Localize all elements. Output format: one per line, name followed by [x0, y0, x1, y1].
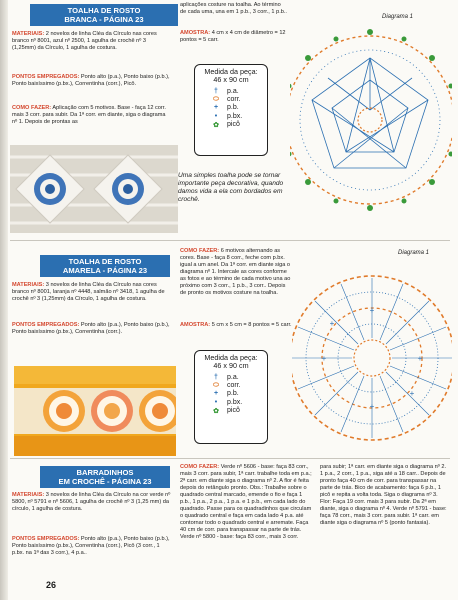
section1-legend — [194, 64, 268, 156]
section3-points — [12, 536, 172, 557]
section3-points-text: Ponto alto (p.a.), Ponto baixo (p.b.), Ponto baixíssimo (p.bx.), Correntinha (corr.), Picô (3 corr., 1 p.bx. na 1ª das 3 corr.), 4 p.a.. — [12, 536, 170, 556]
section3-points-label: PONTOS EMPREGADOS: — [12, 536, 80, 542]
section2-legend — [194, 350, 268, 444]
section-divider — [10, 240, 450, 241]
legend-row-pico — [209, 121, 263, 129]
corr-symbol-icon: ⬭ — [213, 381, 219, 389]
section-divider-2 — [10, 458, 450, 459]
section2-points-text: Ponto alto (p.a.), Ponto baixo (p.b.), Ponto baixíssimo (p.bx.), Correntinha (corr.). — [12, 322, 170, 335]
legend-label-pico: picô — [227, 407, 240, 415]
legend-title: Medida da peça: — [204, 353, 258, 362]
pb-symbol-icon: + — [213, 390, 219, 398]
pico-symbol-icon: ✿ — [213, 121, 219, 129]
section3-materials-text: 3 novelos de linha Cléa da Círculo na cor verde nº 5800, nº 5791 e nº 5606, 1 agulha de crochê nº 3 (1,25 mm) da círculo, 1 agulha de costura. — [12, 492, 171, 512]
white-towel-photo-image — [10, 145, 178, 233]
legend-row-corr — [209, 381, 263, 389]
section2-title — [40, 255, 170, 277]
legend-label-corr: corr. — [227, 96, 241, 104]
section2-points-label: PONTOS EMPREGADOS: — [12, 322, 80, 328]
legend-row-pb — [209, 104, 263, 112]
section2-materials-label: MATERIAIS: — [12, 282, 45, 288]
section2-sample — [180, 322, 292, 329]
legend-row-pa — [209, 87, 263, 95]
yellow-towel-photo-image — [14, 366, 176, 456]
section1-howto — [12, 105, 170, 126]
section2-sample-label: AMOSTRA: — [180, 322, 211, 328]
legend-row-pico — [209, 407, 263, 415]
legend-label-pb: p.b. — [227, 104, 239, 112]
svg-text:+: + — [321, 354, 327, 363]
svg-text:+: + — [409, 389, 415, 398]
pbx-symbol-icon: • — [214, 112, 218, 120]
section3-title — [40, 466, 170, 488]
section1-sample-text: 4 cm x 4 cm de diâmetro = 12 pontos = 5 carr. — [180, 30, 286, 43]
section3-howto-col2 — [180, 464, 312, 541]
legend-label-pbx: p.bx. — [227, 112, 243, 120]
legend-row-pbx — [209, 112, 263, 120]
section1-materials-text: 2 novelos de linha Cléa da Círculo nas cores branco nº 8001, azul nº 2500, 1 agulha de crochê nº 3 (1,25mm) da Círculo, 1 agulha de costura. — [12, 31, 157, 51]
section3-howto-label: COMO FAZER: — [180, 464, 220, 470]
section1-title-line1: TOALHA DE ROSTO — [67, 6, 141, 15]
legend-label-pa: p.a. — [227, 373, 239, 381]
page-binding — [0, 0, 8, 600]
section1-crochet-diagram — [290, 20, 452, 220]
section2-photo — [14, 366, 176, 456]
pico-symbol-icon: ✿ — [213, 407, 219, 415]
section2-howto-label: COMO FAZER: — [180, 248, 220, 254]
svg-text:+: + — [369, 306, 375, 315]
section2-diagram-label: Diagrama 1 — [398, 250, 430, 256]
section1-title-line2: BRANCA - PÁGINA 23 — [64, 15, 144, 24]
section2-sample-text: 5 cm x 5 cm = 8 pontos = 5 carr. — [211, 322, 292, 328]
svg-text:+: + — [329, 319, 335, 328]
section1-diagram-label: Diagrama 1 — [382, 14, 414, 20]
section1-materials-label: MATERIAIS: — [12, 31, 45, 37]
section3-howto-col3 — [320, 464, 448, 527]
section1-photo — [10, 145, 178, 233]
section1-cont-text: aplicações costure na toalha. Ao término de cada uma, una em 1 p.b., 3 corr., 1 p.b.. — [180, 2, 287, 15]
section2-materials — [12, 282, 172, 303]
legend-label-pa: p.a. — [227, 87, 239, 95]
section3-col3-text: para subir; 1ª carr. em diante siga o diagrama nº 2. 1 p.a., 2 corr., 1 p.a., siga até a 18 carr.. Depois de pronto faça 40 cm de corr. para transpassar na parte de trás. Bico de acabamento: faça 6 p.b., 1 picô e repita a volta toda. Siga o diagrama nº 3. Flor: Faça 19 corr. mais 3 para subir. Da 2ª em diante, siga o diagrama nº 4. Verde nº 5791 - base: faça 78 corr., mais 3 corr. para subir. 1ª carr. em diante siga o diagrama nº 5 (ponto fantasia). — [320, 464, 447, 526]
legend-label-pb: p.b. — [227, 390, 239, 398]
section1-caption: Uma simples toalha pode se tornar importante peça decorativa, quando damos vida a ela com bordados em crochê. — [178, 172, 284, 203]
section1-continued — [180, 2, 288, 16]
legend-row-corr — [209, 95, 263, 103]
legend-size: 46 x 90 cm — [213, 361, 249, 370]
legend-size: 46 x 90 cm — [213, 75, 249, 84]
section3-materials — [12, 492, 172, 513]
pa-symbol-icon: † — [214, 373, 218, 381]
legend-row-pa — [209, 373, 263, 381]
section2-title-line2: AMARELA - PÁGINA 23 — [62, 266, 148, 275]
section1-sample — [180, 30, 288, 44]
pa-symbol-icon: † — [214, 87, 218, 95]
section1-howto-text: Aplicação com 5 motivos. Base - faça 12 corr. mais 3 corr. para subir. Da 1ª corr. em diante, siga o diagrama nº 1. Depois de prontas as — [12, 105, 166, 125]
legend-row-pbx — [209, 398, 263, 406]
section2-points — [12, 322, 172, 336]
legend-title: Medida da peça: — [204, 67, 258, 76]
section1-points — [12, 74, 170, 88]
legend-row-pb — [209, 390, 263, 398]
section3-title-line1: BARRADINHOS — [76, 468, 134, 477]
section3-materials-label: MATERIAIS: — [12, 492, 45, 498]
section1-points-text: Ponto alto (p.a.), Ponto baixo (p.b.), Ponto baixíssimo (p.bx.), Correntinha (corr.), Picô. — [12, 74, 170, 87]
section2-materials-text: 3 novelos de linha Cléa da Círculo nas cores branco nº 8001, laranja nº 4448, salmão nº 3418, 1 agulha de crochê nº 3 (1,25mm) da Círculo, 1 agulha de costura. — [12, 282, 165, 302]
corr-symbol-icon: ⬭ — [213, 95, 219, 103]
legend-label-corr: corr. — [227, 382, 241, 390]
svg-text:+: + — [417, 354, 423, 363]
svg-text:+: + — [369, 402, 375, 411]
section2-title-line1: TOALHA DE ROSTO — [68, 257, 142, 266]
section1-title — [30, 4, 178, 26]
section1-sample-label: AMOSTRA: — [180, 30, 211, 36]
section1-points-label: PONTOS EMPREGADOS: — [12, 74, 80, 80]
section2-howto — [180, 248, 292, 297]
page-number: 26 — [46, 580, 57, 590]
legend-label-pbx: p.bx. — [227, 398, 243, 406]
section2-crochet-diagram — [292, 258, 452, 458]
section3-howto-text: Verde nº 5606 - base: faça 83 corr., mais 3 corr. para subir, 1ª carr. trabalhe toda em p.a.; 2ª carr. em diante siga o diagrama nº 2. A flor é feita depois do retângulo pronto. Obs.: Trabalhe sobre o quadrado central marcado, emende o fio e faça 1 p.b., 1 p.a., 2 p.a., 1 p.a. e 1 p.b., em cada lado do quadrado. Passe para os quadradinhos que circulam o quadrado central e faça em cada lado 4 p.a. até contornar todo o quadrado central e arremate. Faça 40 cm de corr. para transpassar na parte de trás. Verde nº 5800 - base: faça 83 corr., mais 3 corr. — [180, 464, 312, 540]
legend-label-pico: picô — [227, 121, 240, 129]
section1-materials — [12, 31, 170, 52]
pbx-symbol-icon: • — [214, 398, 218, 406]
section2-howto-text: 6 motivos alternando as cores. Base - faça 8 corr., feche com p.bx. igual a um anel. Da 1ª corr. em diante siga o diagrama nº 1. Intercale as cores conforme as fotos e ao término de cada motivo una ao próximo com 3 corr., 1 p.b., 3 corr.. Depois de pronto os motivos costure na toalha. — [180, 248, 291, 296]
pb-symbol-icon: + — [213, 104, 219, 112]
section1-howto-label: COMO FAZER: — [12, 105, 52, 111]
section3-title-line2: EM CROCHÊ - PÁGINA 23 — [58, 477, 152, 486]
